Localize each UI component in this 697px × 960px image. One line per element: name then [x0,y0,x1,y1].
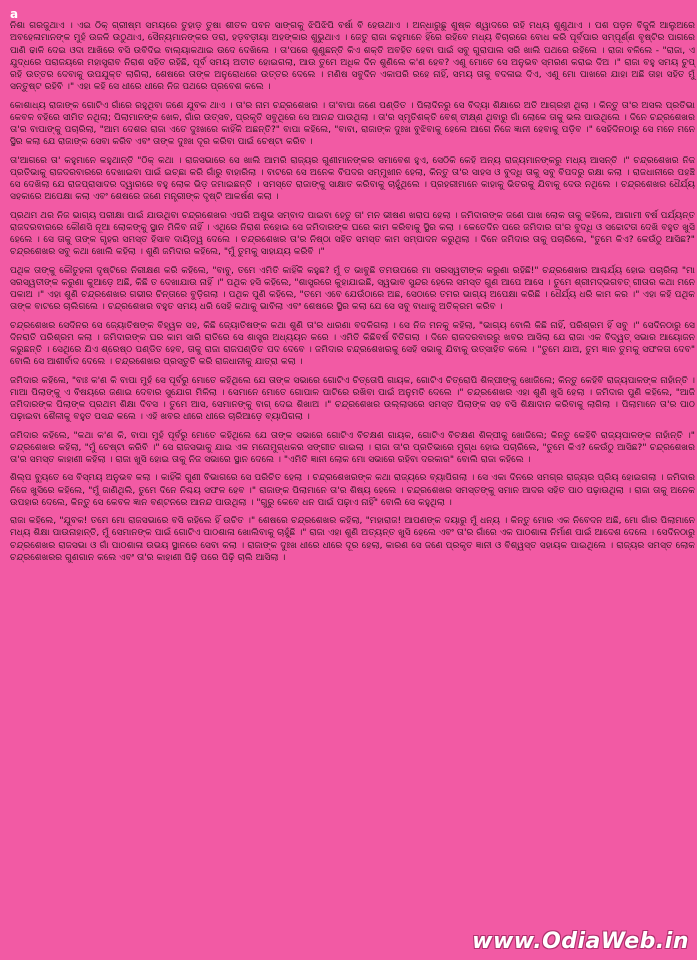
story-body [10,20,695,570]
paragraph: ରାଜା କହିଲେ, "ଯୁବକ! ତମେ ମୋ ରାଜସଭାରେ ବସି ରହିଲେ ହିଁ ଉଚିତ ।" ଶେଷରେ ଚନ୍ଦ୍ରଶେଖର କହିଲା, "ମହାରାଜ! ଆପଣଙ୍କ ଦୟାରୁ ମୁଁ ଧନ୍ୟ । କିନ୍ତୁ ମୋର ଏକ ନିବେଦନ ଅଛି, ମୋ ଗାଁର ପିଲାମାନେ ମଧ୍ୟ ଶିକ୍ଷା ପାଉନାହାନ୍ତି, ମୁଁ ସେମାନଙ୍କ ପାଇଁ ଗୋଟିଏ ପାଠଶାଳା ଖୋଲିବାକୁ ଚାହୁଁଛି ।" ରାଜା ଏହା ଶୁଣି ଅତ୍ୟନ୍ତ ଖୁସି ହେଲେ ଏବଂ ତା'ର ଗାଁରେ ଏକ ପାଠଶାଳା ନିର୍ମାଣ ପାଇଁ ଆଦେଶ ଦେଲେ । ସେଦିନଠାରୁ ଚନ୍ଦ୍ରଶେଖର ରାଜସଭା ଓ ଗାଁ ପାଠଶାଳା ଉଭୟ ସ୍ଥାନରେ ସେବା କଲା । ରାଜାଙ୍କ ଦୁଃଖ ଧୀରେ ଧୀରେ ଦୂର ହେଲା, କାରଣ ସେ ଜଣେ ପ୍ରକୃତ ଜ୍ଞାନୀ ଓ ବିଶ୍ୱସ୍ତ ସହାୟକ ପାଇଥିଲେ । ରାଜ୍ୟର ସମସ୍ତ ଲୋକ ଚନ୍ଦ୍ରଶେଖରର ଗୁଣଗାନ କଲେ ଏବଂ ତା'ର କାହାଣୀ ପିଢ଼ି ପରେ ପିଢ଼ି ଚାଲି ଆସିଲା । [10,516,695,563]
paragraph: ପ୍ରଥମ ଥର ନିଜ ଭାଗ୍ୟ ପରୀକ୍ଷା ପାଇଁ ଯାଉଥିବା ଚନ୍ଦ୍ରଶେଖର ଏପରି ଅଶୁଭ ସମ୍ବାଦ ପାଇବା ହେତୁ ତା' ମନ ଭୀଷଣ ଖରାପ ହେଲା । ଜମିଦାରଙ୍କ ଜଣେ ପାଖ ଲୋକ ତାକୁ କହିଲେ, ଆଗାମୀ ବର୍ଷ ପର୍ଯ୍ୟନ୍ତ ରାଜଦରବାରରେ କୌଣସି ନୂଆ ଲୋକଙ୍କୁ ସ୍ଥାନ ମିଳିବ ନାହିଁ । ଏଥିରେ ନିରାଶ ନହୋଇ ସେ ଜମିଦାରଙ୍କ ଘରେ କାମ କରିବାକୁ ସ୍ଥିର କଲା । କେତେଦିନ ପରେ ଜମିଦାର ତା'ର ବୁଦ୍ଧି ଓ ସଚ୍ଚୋଟତା ଦେଖି ବହୁତ ଖୁସି ହେଲେ । ସେ ତାକୁ ତାଙ୍କ ଗୃହର ସମସ୍ତ ହିସାବ ଦାୟିତ୍ୱ ଦେଲେ । ଚନ୍ଦ୍ରଶେଖର ତା'ର ନିଷ୍ଠା ସହିତ ସମସ୍ତ କାମ ସମ୍ପାଦନ କରୁଥିଲା । ଦିନେ ଜମିଦାର ତାକୁ ପଚାରିଲେ, "ତୁମେ କିଏ? କେଉଁଠୁ ଆସିଛ?" ଚନ୍ଦ୍ରଶେଖର ସବୁ କଥା ଖୋଲି କହିଲା । ଶୁଣି ଜମିଦାର କହିଲେ, "ମୁଁ ତୁମକୁ ସାହାଯ୍ୟ କରିବି ।" [10,210,695,258]
corner-mark: a [10,7,19,21]
site-watermark: www.OdiaWeb.in [472,929,689,954]
paragraph: ଚନ୍ଦ୍ରଶେଖର ସେଦିନର ସେ ଜ୍ୟୋତିଷଙ୍କ ବିହ୍ୱଳ ସହ, କିଛି ଜ୍ୟୋତିଷଙ୍କ କଥା ଶୁଣି ତା'ର ଧାରଣା ବଦଳିଗଲା । ସେ ନିଜ ମନକୁ କହିଲା, "ଭାଗ୍ୟ ବୋଲି କିଛି ନାହିଁ, ପରିଶ୍ରମ ହିଁ ସବୁ ।" ସେଦିନଠାରୁ ସେ ଦିନରାତି ପରିଶ୍ରମ କଲା । ଜମିଦାରଙ୍କ ଘର କାମ ସାରି ରାତିରେ ସେ ଶାସ୍ତ୍ର ଅଧ୍ୟୟନ କରେ । ଏମିତି କିଛିବର୍ଷ ବିତିଗଲା । ଦିନେ ରାଜଦରବାରରୁ ଖବର ଆସିଲା ଯେ ରାଜା ଏକ ବିଦ୍ୱତ୍ ସଭାର ଆୟୋଜନ କରୁଛନ୍ତି । ସେଥିରେ ଯିଏ ଶ୍ରେଷ୍ଠ ପଣ୍ଡିତ ହେବ, ତାକୁ ରାଜା ରାଜପଣ୍ଡିତ ପଦ ଦେବେ । ଜମିଦାର ଚନ୍ଦ୍ରଶେଖରକୁ ସେହି ସଭାକୁ ଯିବାକୁ ଉତ୍ସାହିତ କଲେ । "ତୁମେ ଯାଅ, ତୁମ ଜ୍ଞାନ ତୁମକୁ ସଫଳତା ଦେବ" ବୋଲି ସେ ଆଶୀର୍ବାଦ ଦେଲେ । ଚନ୍ଦ୍ରଶେଖର ପ୍ରସ୍ତୁତି କରି ରାଜଧାନୀକୁ ଯାତ୍ରା କଲା । [10,320,695,368]
paragraph: କୋଶାଧ୍ୟ ରାଜାଙ୍କ ଗୋଟିଏ ଗାଁରେ ରହୁଥିବା ଜଣେ ଯୁବକ ଥାଏ । ତା'ର ନାମ ଚନ୍ଦ୍ରଶେଖର । ତା'ବାପା ଜଣେ ପଣ୍ଡିତ । ପିଲାଦିନରୁ ସେ ବିଦ୍ୟା ଶିକ୍ଷାରେ ଅତି ଆଗ୍ରହୀ ଥିଲା । କିନ୍ତୁ ତା'ର ଅସଲ ପ୍ରତିଭା କେବଳ ବହିରେ ସୀମିତ ନଥିଲା; ପିଲାମାନଙ୍କ ଖେଳ, ଗାଁର ଉତ୍ସବ, ପ୍ରକୃତି ସବୁଥିରେ ସେ ଆନନ୍ଦ ପାଉଥିଲା । ତା'ର ସ୍ମୃତିଶକ୍ତି ବେଶ୍ ତୀକ୍ଷ୍ଣ ଥିବାରୁ ଗାଁ ଲୋକେ ତାକୁ ଭଲ ପାଉଥିଲେ । ଦିନେ ଚନ୍ଦ୍ରଶେଖର ତା'ର ବାପାଙ୍କୁ ପଚାରିଲା, "ଆମ ଦେଶର ରାଜା ଏତେ ଦୁଃଖରେ କାହିଁକି ଅଛନ୍ତି?" ବାପା କହିଲେ, "ବାବା, ରାଜାଙ୍କ ଦୁଃଖ ବୁଝିବାକୁ ହେଲେ ଆଗେ ନିଜେ ଜ୍ଞାନୀ ହେବାକୁ ପଡ଼ିବ ।" ସେହିଦିନଠାରୁ ସେ ମନେ ମନେ ସ୍ଥିର କଲା ଯେ ରାଜାଙ୍କ ସେବା କରିବ ଏବଂ ତାଙ୍କ ଦୁଃଖ ଦୂର କରିବା ପାଇଁ ଚେଷ୍ଟା କରିବ । [10,100,695,148]
paragraph: ଶିଲ୍ପ ବ୍ୟୁତେ ସେ ବିସ୍ମୟ ଅନୁଭବ କଲା । କାହିଁକି ଗୁଣୀ ବିଭାଗରେ ସେ ପରିଚିତ ହେଲା । ଚନ୍ଦ୍ରଶେଖରଙ୍କ କଥା ରାଜ୍ୟରେ ବ୍ୟାପିଗଲା । ସେ ଏକା ଦିନରେ ସମଗ୍ର ରାଜ୍ୟର ପ୍ରିୟ ହୋଇଗଲା । ଜମିଦାର ନିଜେ ଖୁସିରେ କହିଲେ, "ମୁଁ ଜାଣିଥିଲି, ତୁମେ ଦିନେ ନିଶ୍ଚୟ ସଫଳ ହେବ ।" ରାଜାଙ୍କ ପିଲାମାନେ ତା'ର ଶିଷ୍ୟ ହେଲେ । ଚନ୍ଦ୍ରଶେଖର ସମସ୍ତଙ୍କୁ ସମାନ ଆଦର ସହିତ ପାଠ ପଢ଼ାଉଥିଲା । ରାଜା ତାକୁ ଅନେକ ଉପହାର ଦେଲେ, କିନ୍ତୁ ସେ କେବଳ ଜ୍ଞାନ ବଣ୍ଟନରେ ଆନନ୍ଦ ପାଉଥିଲା । "ଗୁରୁ କେବେ ଧନ ପାଇଁ ପଢ଼ାଏ ନାହିଁ" ବୋଲି ସେ କହୁଥିଲା । [10,473,695,508]
paragraph: ଜମିଦାର କହିଲେ, "ବାଃ କ'ଣ କି ବାପା ମୁହଁ ସେ ପୂର୍ବରୁ ମୋତେ କହିଥିଲେ ଯେ ତାଙ୍କ ସଭାରେ ଗୋଟିଏ ଚିତ୍ତୋପି ଗାୟକ, ଗୋଟିଏ ଚିତ୍ରୋପି ଶିଳ୍ପୀଙ୍କୁ ଖୋଜିଲେ; କିନ୍ତୁ କେହିବି ରାଜ୍ୟପାଳଙ୍କ ନାହାଁନ୍ତି । ମାଆ ପିଲାଙ୍କୁ ଏ ବିଷୟରେ ଜଣାଇ ଦେବାର ସୁଯୋଗ ମିଳିଲା । ସେମାନେ ମୋତେ ଗୋପାଳ ପାଟିରେ ରଖିବା ପାଇଁ ଅନୁମତି ଦେଲେ ।" ଚନ୍ଦ୍ରଶେଖର ଏହା ଶୁଣି ଖୁସି ହେଲା । ଜମିଦାର ପୁଣି କହିଲେ, "ଆଜି ଜମିଦାରଙ୍କ ପିଲାଙ୍କ ପ୍ରଥମ ଶିକ୍ଷା ଦିବସ । ତୁମେ ଆସ, ସେମାନଙ୍କୁ ବାଗ୍ ଦେଇ ଶିଖାଅ ।" ଚନ୍ଦ୍ରଶେଖର ଉଲ୍ଲାସରେ ସମସ୍ତ ପିଲାଙ୍କ ସହ ବସି ଶିକ୍ଷାଦାନ କରିବାକୁ ଲାଗିଲା । ପିଲାମାନେ ତା'ର ପାଠ ପଢ଼ାଇବା ଶୈଳୀକୁ ବହୁତ ପସନ୍ଦ କଲେ । ଏହି ଖବର ଧୀରେ ଧୀରେ ଚାରିଆଡ଼େ ବ୍ୟାପିଗଲା । [10,375,695,423]
paragraph: ଜମିଦାର କହିଲେ, "କଥା କ'ଣ କି, ବାପା ମୁହଁ ପୂର୍ବରୁ ମୋତେ କହିଥିଲେ ଯେ ତାଙ୍କ ସଭାରେ ଗୋଟିଏ ବିଚକ୍ଷଣ ଗାୟକ, ଗୋଟିଏ ବିଚକ୍ଷଣ ଶିଳ୍ପୀକୁ ଖୋଜିଲେ; କିନ୍ତୁ କେହିବି ରାଜ୍ୟପାଳଙ୍କ ନାହାଁନ୍ତି ।" ଚନ୍ଦ୍ରଶେଖର କହିଲା, "ମୁଁ ଚେଷ୍ଟା କରିବି ।" ସେ ରାଜସଭାକୁ ଯାଇ ଏକ ମନୋମୁଗ୍ଧକର ସଙ୍ଗୀତ ଗାଇଲା । ରାଜା ତା'ର ପ୍ରତିଭାରେ ମୁଗ୍ଧ ହୋଇ ପଚାରିଲେ, "ତୁମେ କିଏ? କେଉଁଠୁ ଆସିଛ?" ଚନ୍ଦ୍ରଶେଖର ତା'ର ସମସ୍ତ କାହାଣୀ କହିଲା । ରାଜା ଖୁସି ହୋଇ ତାକୁ ନିଜ ସଭାରେ ସ୍ଥାନ ଦେଲେ । "ଏମିତି ଜ୍ଞାନୀ ଲୋକ ମୋ ସଭାରେ ରହିବା ଦରକାର" ବୋଲି ରାଜା କହିଲେ । [10,430,695,465]
paragraph: ପଥିକ ତାଙ୍କୁ କୌତୁହଳୀ ଦୃଷ୍ଟିରେ ନିରୀକ୍ଷଣ କରି କହିଲେ, "ବାବୁ, ତମେ ଏମିତି କାହିଁକି କହୁଛ? ମୁଁ ତ ଭାବୁଛି ତମଉପରେ ମା ସରସ୍ୱତୀଙ୍କ କରୁଣା ରହିଛି!" ଚନ୍ଦ୍ରଶେଖର ଆଶ୍ଚର୍ଯ୍ୟ ହୋଇ ପଚାରିଲା "ମା ସରସ୍ୱତୀଙ୍କ କରୁଣା କୁଆଡ଼େ ଅଛି, କିଛି ତ ଦେଖାଯାଉ ନାହିଁ ।" ପଥିକ ହସି କହିଲେ, "ଶାସ୍ତ୍ରରେ କୁହାଯାଇଛି, ସ୍ୱଭାବ ସୁନ୍ଦର ହେଲେ ସମସ୍ତ ଗୁଣ ଆପେ ଆସେ । ତୁମେ ଶ୍ରୀମଦ୍ଭଗବତ୍ ଗୀତାର କଥା ମନେ ପକାଅ ।" ଏହା ଶୁଣି ଚନ୍ଦ୍ରଶେଖର ଗଭୀର ଚିନ୍ତାରେ ବୁଡ଼ିଗଲା । ପଥିକ ପୁଣି କହିଲେ, "ତମେ ଏବେ ଯେଉଁଠାରେ ଅଛ, ସେଠାରେ ତମର ଭାଗ୍ୟ ଅପେକ୍ଷା କରିଛି । ଧୈର୍ଯ୍ୟ ଧରି କାମ କର ।" ଏହା କହି ପଥିକ ତାଙ୍କ ବାଟରେ ଚାଲିଗଲେ । ଚନ୍ଦ୍ରଶେଖର ବହୁତ ସମୟ ଧରି ସେହି କଥାକୁ ଭାବିଲା ଏବଂ ଶେଷରେ ସ୍ଥିର କଲା ଯେ ସେ ସବୁ ବାଧାକୁ ଅତିକ୍ରମ କରିବ । [10,265,695,313]
paragraph: ନିଶା ଗରଜୁଥାଏ । ଏଇ ଠିକ୍ ଗ୍ରୀଷ୍ମ ସମୟରେ ତୁହାଡ଼ ତୁଷା ଶୀତଳ ପବନ ସାଙ୍ଗକୁ ଝିପିଝିପି ବର୍ଷା ବି ହେଉଥାଏ । ଅନ୍ଧାରୁଛୁ ଶୁଷ୍କ ଶ୍ୱାଦରେ ରହି ମଧ୍ୟ ଶୁଣୁଥାଏ । ପଶ ପଡ଼ନ ବିଜୁଳି ଆଲୁଅରେ ଅବହେଳାମାନଙ୍କ ମୁହଁ ଉଜଳି ଉଠୁଥାଏ, ସୈନ୍ୟମାନଙ୍କର ଡରା, ହଡ଼ବଡ଼ୀୟା ଅହଙ୍କାର ଶୁଭୁଥାଏ । ଜେତୁ ରାଜା କହୁମାନେ ହିଁରେ ରହିବେ ମଧ୍ୟ ବିଚାରରେ ବୋଧ କରି ପୂର୍ବପାର ସମ୍ପୂର୍ଣ୍ଣ ବୃଷ୍ଟିର ପାଗରେ ପାଣି ଢାଳି ଦେଇ ଓଦା ଆଖିରେ ବସି ଉବିଦିଇ ବାଲ୍ୟାକଥାଇ ଉଦେ ଦେଖିଲେ । ତା'ପରେ ଶୁଣୁଛନ୍ତି କିଏ ଶକ୍ତି ଅବହିତ ହେବା ପାଇଁ ସବୁ ଗୁରାପାଲ ସରି ଖାଲି ପଥରେ ରହିଲେ । ରାଜା ବଳିଲେ - "ରାଜା, ଏ ଯୁଦ୍ଧରେ ପରାଜୟରେ ମହାସ୍ତ୍ରାବ ନିରାଶ ସହିତ ରହିଛି, ପୂର୍ବ ସମୟ ଅତୀତ ହୋଇଗଲା, ଆଉ ତୁମେ ଅଧିକ ଦିନ ଶୁଣିଲେ କ'ଣ ହେବ? ଏଣୁ ମୋତେ ସେ ଅନୁଭବ ସ୍ମରଣ କରାଇ ଦିଅ ।" ରାଜା ବହୁ ସମୟ ଚୁପ୍ ରହି ଉତ୍ତର ଦେବାକୁ ଉପଯୁକ୍ତ ଲାଗିଲା, ଶେଷରେ ତାଙ୍କ ଅନୁରୋଧରେ ଉତ୍ତର ଦେଲେ । ମଣିଷ ସବୁଦିନ ଏକାପରି ରହେ ନାହିଁ, ସମୟ ତାକୁ ବଦଳାଇ ଦିଏ, ଏଣୁ ମୋ ପାଖରେ ଯାହା ଅଛି ତାହା ସହିତ ମୁଁ ସନ୍ତୁଷ୍ଟ ରହିବି ।" ଏହା କହି ସେ ଧୀରେ ଧୀରେ ନିଜ ପଥରେ ପ୍ରବେଶ କଲେ । [10,21,695,93]
story-page [4,4,693,956]
paragraph: ତା'ଆଗରେ ତା' କହୁମାନେ କହୁଥାନ୍ତି "ଠିକ୍ କଥା । ରାଜସଭାରେ ସେ ଖାଲି ଆମରି ରାଜ୍ୟର ଗୁଣୀମାନଙ୍କର ସମାବେଶ ହୁଏ, ସେଠିକି କେହି ଅନ୍ୟ ରାଜ୍ୟମାନଙ୍କରୁ ମଧ୍ୟ ଆସନ୍ତି ।" ଚନ୍ଦ୍ରଶେଖର ନିଜ ପ୍ରତିଭାକୁ ରାଜଦରବାରରେ ଦେଖାଇବା ପାଇଁ ଇଚ୍ଛା କରି ଗାଁରୁ ବାହାରିଲା । ବାଟରେ ସେ ଅନେକ ବିପଦର ସମ୍ମୁଖୀନ ହେଲା, କିନ୍ତୁ ତା'ର ସାହସ ଓ ବୁଦ୍ଧି ତାକୁ ସବୁ ବିପଦରୁ ରକ୍ଷା କଲା । ରାଜଧାନୀରେ ପହଞ୍ଚି ସେ ଦେଖିଲା ଯେ ରାଜପ୍ରାସାଦର ଦ୍ୱାରରେ ବହୁ ଲୋକ ଭିଡ଼ ଜମାଇଛନ୍ତି । ସମସ୍ତେ ରାଜାଙ୍କୁ ସାକ୍ଷାତ କରିବାକୁ ଚାହୁଁଥିଲେ । ପ୍ରହରୀମାନେ କାହାକୁ ଭିତରକୁ ଯିବାକୁ ଦେଉ ନଥିଲେ । ଚନ୍ଦ୍ରଶେଖର ଧୈର୍ଯ୍ୟ ସହକାରେ ଅପେକ୍ଷା କଲା ଏବଂ ଶେଷରେ ଜଣେ ମନ୍ତ୍ରୀଙ୍କ ଦୃଷ୍ଟି ଆକର୍ଷଣ କଲା । [10,155,695,203]
